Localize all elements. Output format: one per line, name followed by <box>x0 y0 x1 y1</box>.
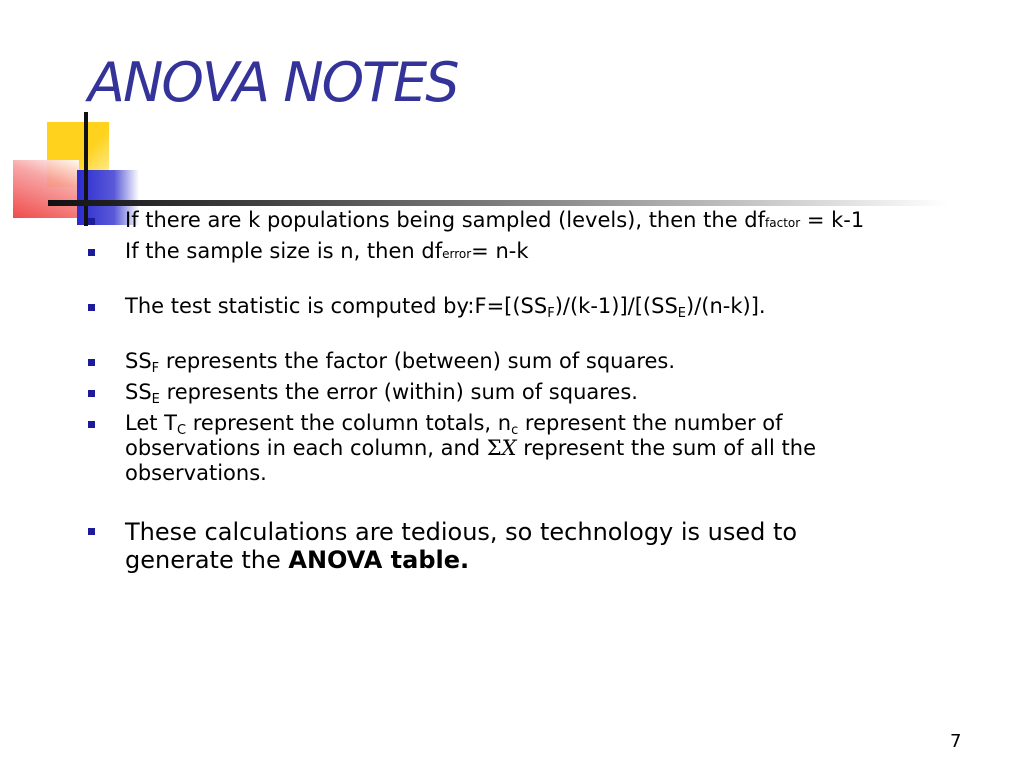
bullet-text-line2: observations in each column, and ΣX represent the sum of all the <box>125 436 816 460</box>
bullet-text-line3: observations. <box>125 461 267 485</box>
bullet-text: $SS_E$ represents the error (within) sum of squares. <box>125 380 638 407</box>
bullet-marker <box>88 421 95 428</box>
bullet-item <box>88 518 798 574</box>
sigma-symbol: Σ <box>486 436 502 460</box>
bullet-item <box>88 349 676 376</box>
bullet-text-line1: Let $T_C$ represent the column totals, $n_c$ represent the number of <box>125 411 783 438</box>
bullet-text: If there are k populations being sampled (levels), then the dffactor = k-1 <box>125 208 865 232</box>
bullet-text-line1: These calculations are tedious, so technology is used to <box>125 518 798 546</box>
anova-table-emphasis: ANOVA table. <box>288 546 470 574</box>
bullet-item <box>88 208 865 232</box>
bullet-text: If the sample size is n, then dferror= n-k <box>125 239 529 263</box>
bullet-text: The test statistic is computed $by:F=[(SS_F)/(k-1)]/[(SS_E)/(n-k)]$. <box>125 294 766 321</box>
bullet-item <box>88 380 638 407</box>
bullet-text: $SS_F$ represents the factor (between) sum of squares. <box>125 349 676 376</box>
bullet-marker <box>88 249 95 256</box>
red-square-decoration <box>13 160 79 218</box>
horizontal-rule-decoration <box>48 200 948 206</box>
bullet-text-line2: generate the ANOVA table. <box>125 546 470 574</box>
page-number: 7 <box>950 731 962 752</box>
bullet-marker <box>88 390 95 397</box>
bullet-item <box>88 411 816 485</box>
bullet-marker <box>88 218 95 225</box>
slide-title: ANOVA NOTES <box>88 51 458 114</box>
bullet-item <box>88 239 529 263</box>
bullet-marker <box>88 304 95 311</box>
bullet-marker <box>88 359 95 366</box>
bullet-item <box>88 294 766 321</box>
bullet-marker <box>88 528 95 535</box>
